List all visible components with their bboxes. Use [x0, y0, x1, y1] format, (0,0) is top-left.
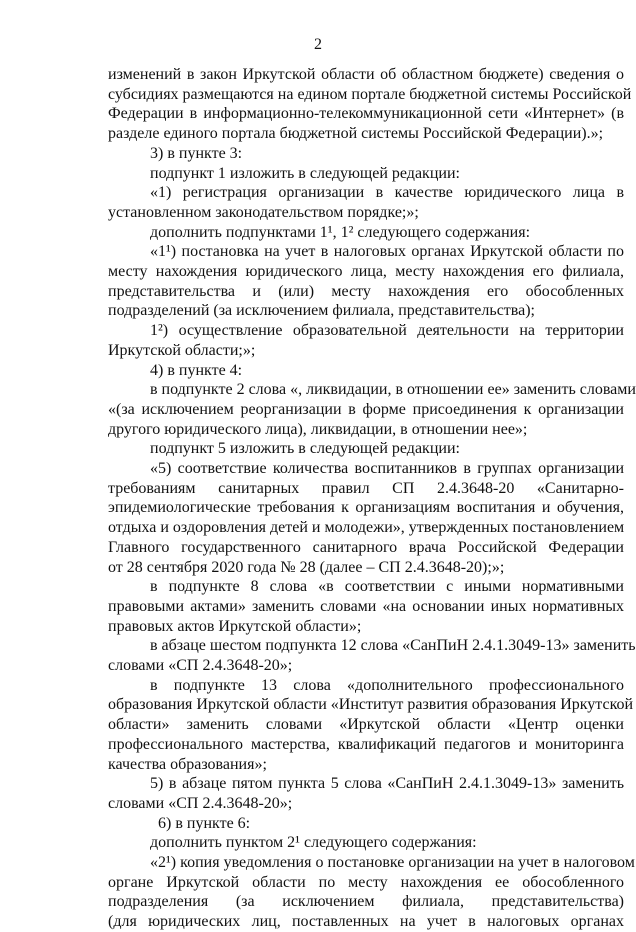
text-line: дополнить подпунктами 1¹, 1² следующего содержания: [150, 223, 531, 241]
text-line: дополнить пунктом 2¹ следующего содержания: [150, 834, 477, 852]
text-line: подпункт 5 изложить в следующей редакции: [150, 440, 460, 458]
text-line: в подпункте 2 слова «, ликвидации, в отношении ее» заменить словами [150, 381, 636, 399]
text-line: правовыми актами» заменить словами «на основании иных нормативных [108, 597, 624, 615]
text-line: установленном законодательством порядке;»; [108, 203, 419, 221]
text-line: (для юридических лиц, поставленных на учет в налоговых органах [108, 913, 624, 931]
text-line: правовых актов Иркутской области»; [108, 617, 362, 635]
text-line: словами «СП 2.4.3648-20»; [108, 657, 293, 674]
text-line: 5) в абзаце пятом пункта 5 слова «СанПиН 2.4.1.3049-13» заменить [150, 775, 624, 793]
page-number: 2 [314, 36, 322, 53]
text-line: разделе единого портала бюджетной системы Российской Федерации).»; [108, 125, 604, 143]
text-line: другого юридического лица), ликвидации, в отношении нее»; [108, 420, 528, 438]
text-line: «2¹) копия уведомления о постановке организации на учет в налоговом [150, 854, 635, 871]
text-line: месту нахождения юридического лица, месту нахождения его филиала, [108, 263, 624, 280]
text-line: 3) в пункте 3: [150, 144, 243, 162]
text-line: подразделений (за исключением филиала, представительства); [108, 302, 535, 320]
text-line: 4) в пункте 4: [150, 361, 243, 379]
text-line: требованиям санитарных правил СП 2.4.3648-20 «Санитарно- [108, 479, 624, 497]
text-line: подразделения (за исключением филиала, представительства) [108, 893, 624, 911]
text-line: образования Иркутской области «Институт развития образования Иркутской [108, 696, 634, 714]
text-line: отдыха и оздоровления детей и молодежи», утвержденных постановлением [108, 519, 625, 537]
text-line: изменений в закон Иркутской области об областном бюджете) сведения о [108, 66, 624, 83]
text-line: Иркутской области;»; [108, 341, 256, 359]
text-line: подпункт 1 изложить в следующей редакции: [150, 164, 460, 182]
text-line: 6) в пункте 6: [158, 814, 251, 832]
text-line: «1) регистрация организации в качестве юридического лица в [150, 184, 624, 202]
text-line: эпидемиологические требования к организациям воспитания и обучения, [108, 499, 624, 517]
text-line: словами «СП 2.4.3648-20»; [108, 794, 293, 812]
text-line: качества образования»; [108, 755, 267, 773]
text-line: Федерации в информационно-телекоммуникационной сети «Интернет» (в [108, 105, 624, 123]
text-line: органе Иркутской области по месту нахождения ее обособленного [108, 873, 624, 891]
text-line: субсидиях размещаются на едином портале бюджетной системы Российской [108, 85, 632, 103]
text-line: от 28 сентября 2020 года № 28 (далее – СП 2.4.3648-20);»; [108, 558, 505, 576]
text-line: области» заменить словами «Иркутской области «Центр оценки [108, 716, 624, 734]
text-line: представительства и (или) месту нахождения его обособленных [108, 282, 624, 300]
text-line: «(за исключением реорганизации в форме присоединения к организации [108, 400, 624, 418]
text-line: «5) соответствие количества воспитанников в группах организации [150, 460, 624, 477]
text-line: «1¹) постановка на учет в налоговых органах Иркутской области по [150, 243, 624, 261]
text-line: профессионального мастерства, квалификаций педагогов и мониторинга [108, 735, 624, 753]
text-line: в подпункте 13 слова «дополнительного профессионального [150, 676, 624, 694]
text-line: Главного государственного санитарного врача Российской Федерации [108, 538, 624, 556]
text-line: в абзаце шестом подпункта 12 слова «СанПиН 2.4.1.3049-13» заменить [150, 637, 636, 655]
text-line: в подпункте 8 слова «в соответствии с иными нормативными [150, 578, 624, 596]
text-line: 1²) осуществление образовательной деятельности на территории [150, 322, 624, 340]
